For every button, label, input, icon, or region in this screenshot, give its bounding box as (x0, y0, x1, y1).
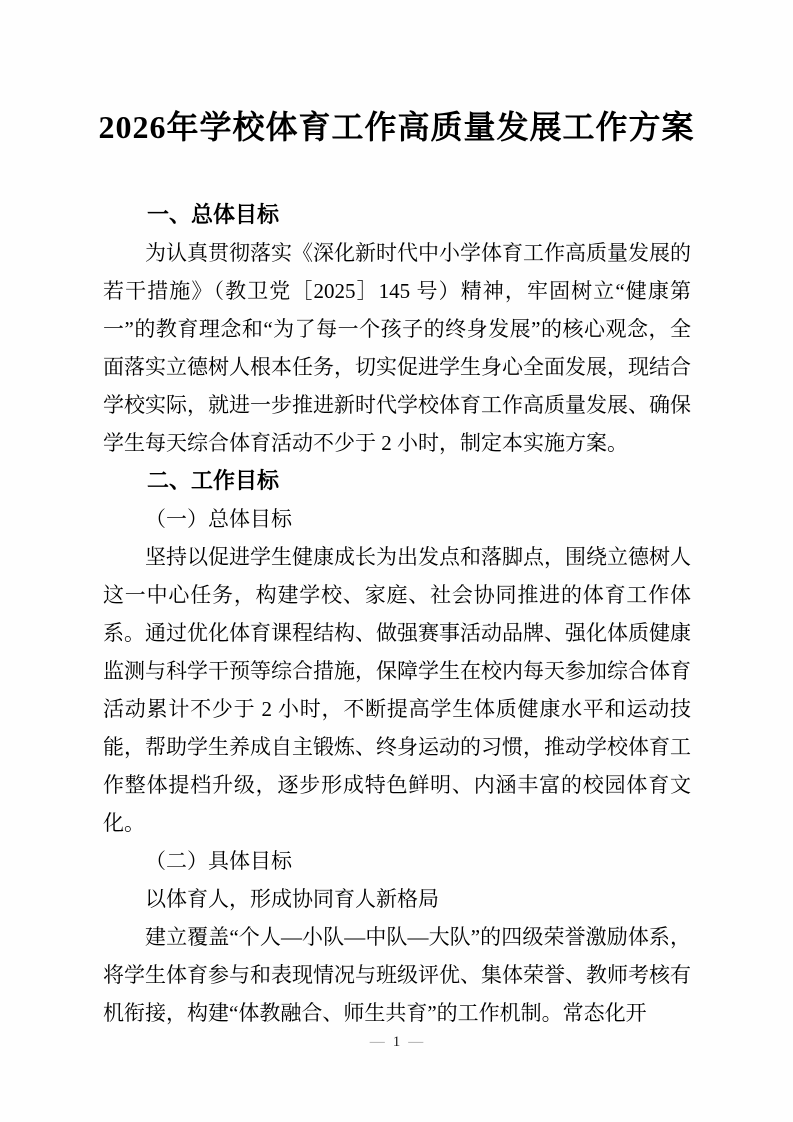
document-body (103, 196, 691, 1032)
page-number: 1 (392, 1034, 401, 1050)
section-2-heading: 二、工作目标 (147, 468, 280, 493)
section-1-heading: 一、总体目标 (147, 202, 280, 227)
subsection-2-heading: （二）具体目标 (145, 849, 292, 873)
subsection-2-paragraph: 建立覆盖“个人—小队—中队—大队”的四级荣誉激励体系，将学生体育参与和表现情况与班级评优、集体荣誉、教师考核有机衔接，构建“体教融合、师生共育”的工作机制。常态化开 (103, 925, 691, 1025)
document-title: 2026年学校体育工作高质量发展工作方案 (98, 109, 695, 145)
page-footer (0, 1031, 793, 1053)
subsection-1-heading: （一）总体目标 (145, 507, 292, 531)
subsection-1-paragraph: 坚持以促进学生健康成长为出发点和落脚点，围绕立德树人这一中心任务，构建学校、家庭、社会协同推进的体育工作体系。通过优化体育课程结构、做强赛事活动品牌、强化体质健康监测与科学干预等综合措施，保障学生在校内每天参加综合体育活动累计不少于 2 小时，不断提高学生体质健康水平和运动技能，帮助学生养成自主锻炼、终身运动的习惯，推动学校体育工作整体提档升级，逐步形成特色鲜明、内涵丰富的校园体育文化。 (103, 545, 691, 835)
subsection-2-item-title: 以体育人，形成协同育人新格局 (145, 887, 439, 911)
section-1-paragraph: 为认真贯彻落实《深化新时代中小学体育工作高质量发展的若干措施》（教卫党［2025］145 号）精神，牢固树立“健康第一”的教育理念和“为了每一个孩子的终身发展”的核心观念，全面落实立德树人根本任务，切实促进学生身心全面发展，现结合学校实际，就进一步推进新时代学校体育工作高质量发展、确保学生每天综合体育活动不少于 2 小时，制定本实施方案。 (103, 241, 691, 455)
footer-left-dash: — (369, 1034, 385, 1050)
footer-right-dash: — (408, 1034, 424, 1050)
